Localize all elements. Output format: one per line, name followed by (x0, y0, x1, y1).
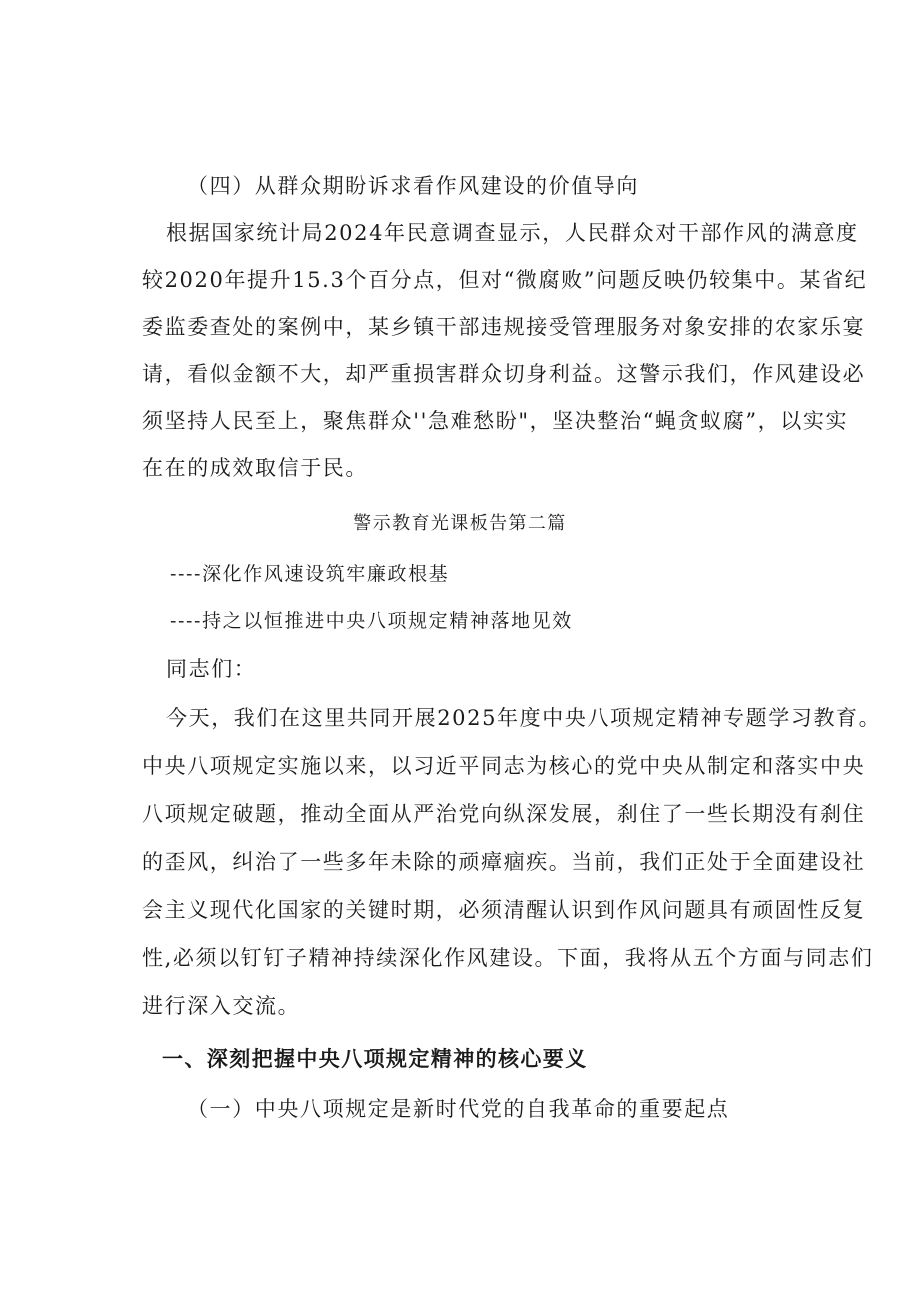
paragraph-line: 的歪风，纠治了一些多年未除的顽瘴痼疾。当前，我们正处于全面建设社 (142, 850, 866, 874)
paragraph-line: 会主义现代化国家的关键时期，必须清醒认识到作风问题具有顽固性反复 (142, 898, 866, 922)
paragraph-line: 八项规定破题，推动全面从严治党向纵深发展，刹住了一些长期没有刹住 (142, 802, 866, 826)
paragraph-line: 中央八项规定实施以来，以习近平同志为核心的党中央从制定和落实中央 (142, 754, 866, 778)
paragraph-line: 今天，我们在这里共同开展2025年度中央八项规定精神专题学习教育。 (166, 706, 882, 730)
paragraph-line: 进行深入交流。 (142, 994, 301, 1018)
paragraph-line: 请，看似金额不大，却严重损害群众切身利益。这警示我们，作风建设必 (142, 362, 866, 386)
subheading-value-orientation: （四）从群众期盼诉求看作风建设的价值导向 (187, 174, 639, 198)
greeting: 同志们： (166, 657, 257, 681)
paragraph-line: 较2020年提升15.3个百分点，但对“微腐败”问题反映仍较集中。某省纪 (142, 268, 868, 292)
paragraph-line: 性,必须以钉钉子精神持续深化作风建设。下面，我将从五个方面与同志们 (142, 946, 874, 970)
paragraph-line: 在在的成效取信于民。 (142, 456, 368, 480)
paragraph-line: 根据国家统计局2024年民意调查显示，人民群众对干部作风的满意度 (166, 221, 859, 245)
document-subtitle-2: ----持之以恒推进中央八项规定精神落地见效 (170, 610, 573, 632)
paragraph-line: 须坚持人民至上，聚焦群众''急难愁盼"，坚决整治“蝇贪蚁腐”，以实实 (142, 409, 849, 433)
document-title: 警示教育光课板告第二篇 (353, 513, 567, 534)
section-subheading-1-1: （一）中央八项规定是新时代党的自我革命的重要起点 (187, 1097, 730, 1121)
paragraph-line: 委监委查处的案例中，某乡镇干部违规接受管理服务对象安排的农家乐宴 (142, 315, 866, 339)
document-subtitle-1: ----深化作风速设筑牢廉政根基 (170, 563, 450, 585)
section-heading-1: 一、深刻把握中央八项规定精神的核心要义 (162, 1047, 588, 1071)
